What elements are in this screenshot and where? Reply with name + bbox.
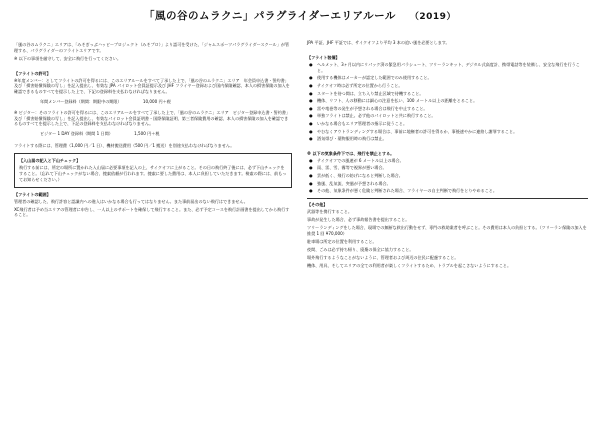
bullet-icon: ●: [309, 82, 313, 88]
visitor-fee-amount: 1,500 円＋税: [134, 131, 160, 137]
list-item: ● 使用する機体はメーカーが認定した範囲でのみ使用すること。: [309, 75, 432, 81]
member-fee-amount: 10,000 円＋税: [142, 98, 171, 104]
bullet-icon: ●: [309, 128, 313, 134]
bullet-icon: ●: [309, 136, 313, 142]
list-item: ● ヘルメット、3ヶ月以内にリパック済の緊急用パラシュート、ツリーランキット、デジタル式高度計、携帯電話等を装備し、安全な飛行を行うこと。: [309, 62, 580, 73]
visitor-fee-label: ビジター 1 DAY 登録料（期間 1 日間）: [40, 131, 113, 137]
other-text: 機体、用具、そしてエリアの全ての利用者が楽しくフライトするため、トラブルを起こさないようにすること。: [307, 263, 512, 269]
bullet-icon: ●: [309, 90, 313, 96]
bullet-icon: ●: [309, 98, 313, 104]
other-text: 武器等を携行すること。: [307, 208, 353, 214]
member-fee-label: 年間メンバー登録料（期間：期限中の期限）: [40, 98, 122, 104]
visitor-text: ※ ビジター：そのフライトの許可を得るには、このエリアルールをすべて了承した上で、「風の谷のムラクニ」エリア ビジター登録申込書・誓約書」及び「損害賠償保険の写し」を記入提出し、有効なパイロット会員証明書・国際保険証明、第三者保険費用の確認、本人の損害保険の加入を確認できるものすべてを提示した上で、下記の登録料を支払わなければなりません。: [14, 110, 291, 127]
other-text: 場外飛行するようなことがないように、管理者および周辺の住民に配慮すること。: [307, 254, 459, 260]
intro-paragraph: 「風の谷のムラクニ」エリアは、「みそぎっぷハッピープロジェクト（みそプロ）」より認可を受けた、「ジャムスポーツパラグライダースクール」が管理する、パラグライダーのフライトエリアです。: [14, 42, 290, 53]
list-item: ● やむなくアウトランディングする場合は、事前に地権者の許可を得るか、事後速やかに連絡し謝罪すること。: [309, 128, 518, 134]
permit-heading: 【フライトの許可】: [14, 70, 51, 76]
entry-check-text: 飛行する前には、所定の場所に置かれた入山届に必要事項を記入の上、サイクオフに上がること。その日の飛行終了後には、必ず下山チェックをすること。（忘れて下山チェックがない場合、捜索依頼が行われます。捜索に要した費用は、本人に負担していただきます。検索の際には、前もってお知らせください。）: [19, 165, 287, 182]
other-text: 駐車場は所定の位置を利用すること。: [307, 238, 377, 244]
list-item: ● 強風、乱気流、突風が予想される場合。: [309, 180, 391, 186]
other-text: 事故が発生した場合、必ず事故報告書を提出すること。: [307, 216, 410, 222]
bullet-icon: ●: [309, 157, 313, 163]
bullet-icon: ●: [309, 62, 313, 68]
list-item: ● その他、気象条件が悪く危険と判断された場合、フライヤーの自主判断で飛行をとりやめること。: [309, 188, 497, 194]
section-divider: [307, 198, 588, 199]
range-text-xc: XC飛行者は予め当エリアの管理者に申告し、一人以上のサポートを確保して飛行すること。また、必ず予定コースを飛行計画書を提出してから飛行すること。: [14, 206, 290, 218]
other-text: ツリーランディングをした場合、現場での無断な救出行動をせず、専門の救助業者を呼ぶこと。その費用は本人の負担とする。（ツリーラン保険の加入を推奨 1 回 ¥70,000）: [307, 225, 587, 236]
document-title: [0, 8, 600, 23]
weather-ban-heading: ※ 以下の気象条件下では、飛行を禁止とする。: [307, 150, 395, 156]
list-item: ● 単独フライトは禁止。必ず他のパイロットと共に飛行すること。: [309, 113, 436, 119]
intro-note: ※ 以下の事項を厳守して、安全に飛行を行ってください。: [14, 55, 121, 61]
list-item: ● 酒気帯び・薬物服用時の飛行は禁止。: [309, 136, 387, 142]
other-text: 夜間、ごみは必ず持ち帰り、廃棄の保全に協力すること。: [307, 246, 414, 252]
list-item: ● テイクオフでの風速が 6 メートル以上の場合。: [309, 157, 404, 163]
range-heading: 【フライトの範囲】: [14, 191, 51, 197]
other-heading: 【その他】: [307, 201, 328, 207]
bullet-icon: ●: [309, 75, 313, 81]
title-text: 「風の谷のムラクニ」パラグライダーエリアルール: [144, 10, 396, 22]
list-item: ● テイクオフ時は必ず所定の位置から行うこと。: [309, 82, 403, 88]
list-item: ● スタートを待つ間は、立ち入り禁止区域で待機すること。: [309, 90, 424, 96]
bullet-icon: ●: [309, 105, 313, 111]
list-item: ● 雷や竜巻等の発生が予想される場合は飛行を中止すること。: [309, 105, 428, 111]
entry-check-heading: 【入山届の記入と下山チェック】: [19, 158, 81, 164]
title-year: （2019）: [409, 12, 456, 22]
range-text: 管理者の確認した、飛行許容と認識内への進入はいかなる場合も行ってはなりません。また事前届出のない飛行はできません。: [14, 198, 248, 204]
entry-check-box: [14, 153, 292, 187]
bullet-icon: ●: [309, 120, 313, 126]
member-fee: [14, 99, 292, 105]
bullet-icon: ●: [309, 180, 313, 186]
list-item: ● 機体、リフト、人の移動には細心の注意を払い、100 メートル以上の距離をとること。: [309, 98, 478, 104]
list-item: ● 雨、雷、雪、霧等で視界が悪い場合。: [309, 165, 387, 171]
visitor-fee: [14, 131, 292, 137]
list-item: ● いかなる場合もエリア管理者の指示に従うこと。: [309, 120, 408, 126]
bullet-icon: ●: [309, 113, 313, 119]
list-item: ● 雲が低く、飛行の妨げになると判断した場合。: [309, 173, 403, 178]
flight-fee-note: フライトする際には、管理費（1,000 円／1 日）、機材搬送費用（500 円／1 搬送）を別途支払わなければなりません。: [14, 142, 235, 148]
equipment-heading: 【フライト装備】: [307, 55, 340, 61]
bullet-icon: ●: [309, 173, 313, 178]
bullet-icon: ●: [309, 165, 313, 171]
right-top-line: JPA 平証、JHF 平証では、サイクオフより平均 3 本の追い風を必要とします。: [307, 40, 450, 45]
right-column: [307, 40, 588, 271]
weather-ban-list: [307, 158, 588, 194]
bullet-icon: ●: [309, 188, 313, 194]
left-column: [14, 42, 292, 220]
member-text: ※年度メンバー：としてフライトの許可を得るには、このエリアルールをすべて了承した上で、「風の谷のムラクニ」エリア 年会員申込書・誓約書」及び「損害賠償保険の写し」を記入提出し、有効な JPA パイロット会員証提示及び JHF フライヤー登録および国内保険確認、本人の損害保険の加入を確認できるものすべてを提示した上で、下記の登録料を支払わなければなりません。: [14, 77, 290, 95]
equipment-list: [307, 62, 588, 142]
